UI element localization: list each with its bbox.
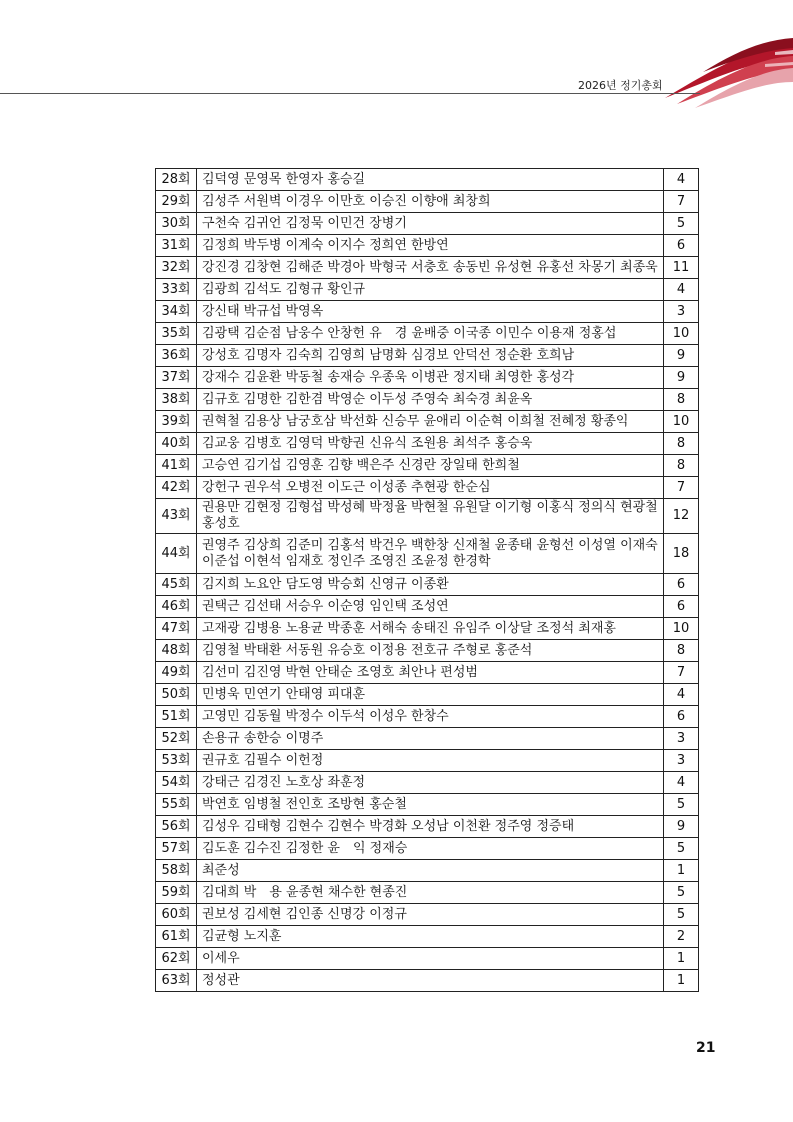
names-cell: 강진경 김창현 김해준 박경아 박형국 서충호 송동빈 유성현 유홍선 차몽기 최종욱 [197,257,664,279]
class-cell: 51회 [156,706,197,728]
table-row [156,213,699,235]
class-cell: 40회 [156,433,197,455]
names-cell: 구천숙 김귀언 김정묵 이민건 장병기 [197,213,664,235]
table-row [156,301,699,323]
count-cell: 6 [664,596,699,618]
count-cell: 3 [664,301,699,323]
names-cell: 김광희 김석도 김형규 황인규 [197,279,664,301]
class-cell: 53회 [156,750,197,772]
table-row [156,728,699,750]
names-cell: 최준성 [197,860,664,882]
class-cell: 62회 [156,948,197,970]
count-cell: 4 [664,169,699,191]
table-row [156,706,699,728]
count-cell: 1 [664,948,699,970]
class-cell: 29회 [156,191,197,213]
names-cell: 김성주 서원벽 이경우 이만호 이승진 이향애 최창희 [197,191,664,213]
count-cell: 6 [664,706,699,728]
names-cell: 김광택 김순점 남웅수 안창헌 유 경 윤배중 이국종 이민수 이용재 정홍섭 [197,323,664,345]
count-cell: 3 [664,728,699,750]
class-cell: 43회 [156,499,197,534]
class-cell: 52회 [156,728,197,750]
table-row [156,772,699,794]
count-cell: 9 [664,816,699,838]
class-cell: 34회 [156,301,197,323]
class-cell: 45회 [156,574,197,596]
names-cell: 권택근 김선태 서승우 이순영 임인택 조성연 [197,596,664,618]
names-cell: 고승연 김기섭 김영훈 김향 백은주 신경란 장일태 한희철 [197,455,664,477]
count-cell: 5 [664,794,699,816]
names-cell: 고영민 김동월 박정수 이두석 이성우 한창수 [197,706,664,728]
table-row [156,235,699,257]
class-cell: 50회 [156,684,197,706]
table-row [156,169,699,191]
class-cell: 32회 [156,257,197,279]
names-cell: 권혁철 김용상 남궁호삼 박선화 신승무 윤애리 이순혁 이희철 전혜정 황종익 [197,411,664,433]
names-cell: 김교웅 김병호 김영덕 박향권 신유식 조원용 최석주 홍승욱 [197,433,664,455]
names-cell: 강헌구 권우석 오병전 이도근 이성종 추현광 한순심 [197,477,664,499]
class-cell: 56회 [156,816,197,838]
table-row [156,367,699,389]
count-cell: 11 [664,257,699,279]
class-cell: 57회 [156,838,197,860]
count-cell: 10 [664,618,699,640]
count-cell: 18 [664,534,699,574]
table-row [156,838,699,860]
count-cell: 1 [664,970,699,992]
table-row [156,323,699,345]
count-cell: 8 [664,433,699,455]
class-cell: 48회 [156,640,197,662]
class-cell: 60회 [156,904,197,926]
table-row [156,948,699,970]
names-cell: 권영주 김상희 김준미 김홍석 박건우 백한창 신재철 윤종태 윤형선 이성열 이재숙 이준섭 이현석 임재호 정인주 조영진 조윤정 한경학 [197,534,664,574]
names-cell: 김덕영 문영목 한영자 홍승길 [197,169,664,191]
names-cell: 김정희 박두병 이계숙 이지수 정희연 한방연 [197,235,664,257]
table-row [156,640,699,662]
class-cell: 30회 [156,213,197,235]
count-cell: 2 [664,926,699,948]
table-row [156,499,699,534]
names-cell: 이세우 [197,948,664,970]
names-cell: 강신태 박규섭 박영옥 [197,301,664,323]
table-row [156,750,699,772]
table-row [156,411,699,433]
class-cell: 35회 [156,323,197,345]
names-cell: 김균형 노지훈 [197,926,664,948]
count-cell: 7 [664,477,699,499]
count-cell: 8 [664,455,699,477]
table-row [156,926,699,948]
swoosh-logo-icon [655,38,793,108]
table-row [156,860,699,882]
class-cell: 59회 [156,882,197,904]
count-cell: 4 [664,279,699,301]
class-cell: 38회 [156,389,197,411]
names-cell: 강성호 김명자 김숙희 김영희 남명화 심경보 안덕선 정순환 호희남 [197,345,664,367]
class-cell: 47회 [156,618,197,640]
count-cell: 9 [664,345,699,367]
count-cell: 3 [664,750,699,772]
names-cell: 김지희 노요안 담도영 박승회 신영규 이종환 [197,574,664,596]
header-divider [0,93,700,94]
count-cell: 8 [664,389,699,411]
count-cell: 5 [664,904,699,926]
table-row [156,279,699,301]
table-row [156,455,699,477]
class-cell: 33회 [156,279,197,301]
table-row [156,662,699,684]
count-cell: 6 [664,235,699,257]
names-cell: 김규호 김명한 김한겸 박영순 이두성 주영숙 최숙경 최윤옥 [197,389,664,411]
count-cell: 5 [664,213,699,235]
count-cell: 4 [664,772,699,794]
table-row [156,477,699,499]
table-row [156,389,699,411]
header-title: 2026년 정기총회 [578,79,663,92]
class-cell: 54회 [156,772,197,794]
table-row [156,882,699,904]
table-row [156,191,699,213]
class-cell: 39회 [156,411,197,433]
alumni-table-body [156,169,699,992]
class-cell: 63회 [156,970,197,992]
names-cell: 정성관 [197,970,664,992]
names-cell: 권규호 김필수 이헌정 [197,750,664,772]
class-cell: 28회 [156,169,197,191]
class-cell: 36회 [156,345,197,367]
names-cell: 권용만 김현정 김형섭 박성혜 박정율 박현철 유원달 이기형 이홍식 정의식 현광철 홍성호 [197,499,664,534]
table-row [156,684,699,706]
table-row [156,970,699,992]
table-row [156,433,699,455]
names-cell: 김도훈 김수진 김정한 윤 익 정재승 [197,838,664,860]
names-cell: 김대희 박 용 윤종현 채수한 현종진 [197,882,664,904]
count-cell: 10 [664,411,699,433]
names-cell: 손용규 송한승 이명주 [197,728,664,750]
class-cell: 37회 [156,367,197,389]
class-cell: 44회 [156,534,197,574]
names-cell: 김영철 박태환 서동원 유승호 이정용 전호규 주형로 홍준석 [197,640,664,662]
class-cell: 61회 [156,926,197,948]
names-cell: 권보성 김세현 김인종 신명강 이정규 [197,904,664,926]
count-cell: 7 [664,191,699,213]
class-cell: 31회 [156,235,197,257]
class-cell: 46회 [156,596,197,618]
page-number: 21 [696,1040,716,1056]
table-row [156,596,699,618]
table-row [156,257,699,279]
table-row [156,794,699,816]
names-cell: 김선미 김진영 박현 안태순 조영호 최안나 편성범 [197,662,664,684]
table-row [156,345,699,367]
names-cell: 민병욱 민연기 안태영 피대훈 [197,684,664,706]
count-cell: 8 [664,640,699,662]
alumni-table [155,168,699,992]
table-row [156,534,699,574]
names-cell: 강태근 김경진 노호상 좌훈정 [197,772,664,794]
table-row [156,904,699,926]
class-cell: 55회 [156,794,197,816]
table-row [156,816,699,838]
names-cell: 김성우 김태형 김현수 김현수 박경화 오성남 이천환 정주영 정증태 [197,816,664,838]
count-cell: 9 [664,367,699,389]
names-cell: 고재광 김병용 노용균 박종훈 서해숙 송태진 유임주 이상달 조정석 최재홍 [197,618,664,640]
class-cell: 41회 [156,455,197,477]
names-cell: 강재수 김윤환 박동철 송재승 우종욱 이병관 정지태 최영한 홍성각 [197,367,664,389]
count-cell: 4 [664,684,699,706]
names-cell: 박연호 임병철 전인호 조방현 홍순철 [197,794,664,816]
count-cell: 10 [664,323,699,345]
count-cell: 5 [664,838,699,860]
class-cell: 42회 [156,477,197,499]
count-cell: 7 [664,662,699,684]
class-cell: 58회 [156,860,197,882]
count-cell: 5 [664,882,699,904]
count-cell: 6 [664,574,699,596]
count-cell: 12 [664,499,699,534]
table-row [156,618,699,640]
count-cell: 1 [664,860,699,882]
class-cell: 49회 [156,662,197,684]
table-row [156,574,699,596]
